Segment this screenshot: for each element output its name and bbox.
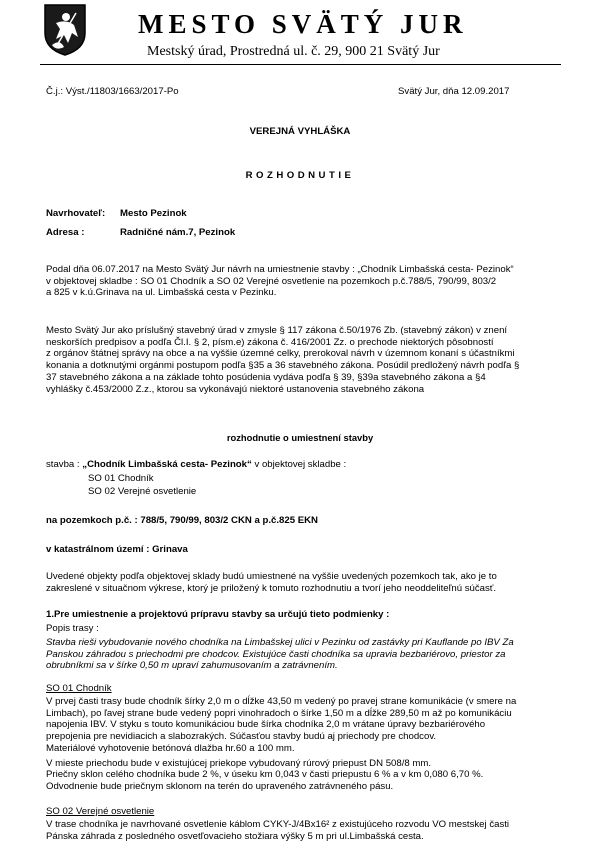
placement-line: Uvedené objekty podľa objektovej sklady budú umiestnené na vyššie uvedených pozemkoch tak, ako je to	[46, 571, 497, 582]
so02-label: SO 02 Verejné osvetlenie	[46, 806, 155, 817]
coat-of-arms-icon	[42, 3, 88, 57]
so01-description	[46, 696, 558, 793]
applicant-address: Radničné nám.7, Pezinok	[120, 227, 236, 238]
placement-line: zakreslené v situačnom výkrese, ktorý je priložený k tomuto rozhodnutiu a tvorí jeho neoddeliteľnú súčasť.	[46, 582, 497, 594]
notice-title: VEREJNÁ VYHLÁŠKA	[249, 126, 351, 137]
so01-line: prepojenia pre nevidiacich a slabozrakých. Súčasťou stavby budú aj priechody pre chodcov.	[46, 731, 437, 743]
applicant-name: Mesto Pezinok	[120, 208, 187, 219]
cadastre: v katastrálnom území : Grinava	[46, 544, 188, 555]
so01-line: Limbach), po ľavej strane bude vedený popri vinohradoch o šírke 1,50 m a dĺžke 289,50 m až po komunikáciu	[46, 707, 512, 719]
authority-line: neskorších predpisov a podľa Čl.I. § 2, písm.e) zákona č. 416/2001 Zz. o prechode niektorých pôsobností	[46, 336, 494, 348]
so01-line: V mieste priechodu bude v existujúcej priekope vybudovaný rúrový priepust DN 508/8 mm.	[46, 757, 432, 769]
intro-line: v objektovej skladbe : SO 01 Chodník a SO 02 Verejné osvetlenie na pozemkoch p.č.788/5, 790/99, 803/2	[46, 275, 497, 287]
route-line: obrubníkmi sa v šírke 0,50 m upraví zahumusovaním a zatrávnením.	[46, 660, 338, 672]
route-label: Popis trasy :	[46, 623, 99, 634]
objects-suffix: v objektovej skladbe :	[251, 459, 347, 470]
placement-paragraph	[46, 571, 558, 594]
so01-line: Materiálové vyhotovenie betónová dlažba hr.60 a 100 mm.	[46, 742, 295, 754]
route-line: Stavba rieši vybudovanie nového chodníka na Limbašskej ulici v Pezinku od zastávky pri Kauflande po IBV Za	[46, 637, 514, 648]
decision-heading: rozhodnutie o umiestnení stavby	[226, 432, 374, 443]
route-line: Panskou záhradou s priechodmi pre chodcov. Existujúce časti chodníka sa upravia bezbariérovo, priestor za	[46, 648, 506, 660]
municipality-name: MESTO SVÄTÝ JUR	[138, 9, 468, 39]
municipality-address: Mestský úrad, Prostredná ul. č. 29, 900 21 Svätý Jur	[147, 44, 440, 59]
so02-description	[46, 819, 558, 842]
so01-line: V prvej časti trasy bude chodník šírky 2,0 m o dĺžke 43,50 m vedený po pravej strane komunikácie (v smere na	[46, 696, 517, 707]
so01-line: Priečny sklon celého chodníka bude 2 %, v úseku km 0,043 v časti priepustu 6 % a v km 0,080 6,70 %.	[46, 769, 484, 781]
reference-number: Č.j.: Výst./11803/1663/2017-Po	[46, 86, 179, 97]
so01-line: napojenia IBV. V styku s touto komunikáciou bude šírka chodníka 2,0 m vrátane úpravy bezbariérového	[46, 719, 486, 731]
place-and-date: Svätý Jur, dňa 12.09.2017	[398, 86, 510, 97]
intro-line: Podal dňa 06.07.2017 na Mesto Svätý Jur návrh na umiestnenie stavby : „Chodník Limbašská cesta- Pezinok“	[46, 264, 514, 275]
so01-line: Odvodnenie bude priečnym sklonom na terén do upraveného zatrávneného pásu.	[46, 780, 394, 792]
authority-line: Mesto Svätý Jur ako príslušný stavebný úrad v zmysle § 117 zákona č.50/1976 Zb. (stavebný zákon) v znení	[46, 325, 508, 336]
so02-line: Pánska záhrada z posledného osvetľovacieho stožiara výšky 5 m pri ul.Limbašská cesta.	[46, 830, 424, 842]
parcels: na pozemkoch p.č. : 788/5, 790/99, 803/2 CKN a p.č.825 EKN	[46, 515, 318, 526]
conditions-heading: 1.Pre umiestnenie a projektovú prípravu stavby sa určujú tieto podmienky :	[46, 609, 390, 620]
stavba-prefix: stavba :	[46, 459, 83, 470]
intro-line: a 825 v k.ú.Grinava na ul. Limbašská cesta v Pezinku.	[46, 287, 277, 299]
authority-line: 37 stavebného zákona a na základe tohto posúdenia vydáva podľa § 39, §39a stavebného zákona a §4	[46, 371, 486, 383]
applicant-address-label: Adresa :	[46, 227, 85, 238]
authority-paragraph	[46, 325, 558, 395]
applicant-label: Navrhovateľ:	[46, 208, 106, 219]
decision-title: ROZHODNUTIE	[245, 170, 355, 181]
so01-label: SO 01 Chodník	[46, 683, 112, 694]
object-so02: SO 02 Verejné osvetlenie	[88, 486, 197, 497]
so02-line: V trase chodníka je navrhované osvetlenie káblom CYKY-J/4Bx16² z existujúceho rozvodu VO mestskej časti	[46, 819, 510, 830]
authority-line: z orgánov štátnej správy na obce a na vyššie územné celky, prerokoval návrh v územnom konaní s účastníkmi	[46, 348, 515, 360]
authority-line: vyhlášky č.453/2000 Z.z., ktorou sa vykonávajú niektoré ustanovenia stavebného zákona	[46, 383, 425, 395]
construction-line	[46, 459, 346, 471]
intro-paragraph	[46, 264, 558, 299]
header-divider	[40, 64, 561, 65]
object-so01: SO 01 Chodník	[88, 473, 154, 484]
route-description	[46, 637, 558, 672]
construction-name: „Chodník Limbašská cesta- Pezinok“	[82, 459, 252, 470]
authority-line: konania a dotknutými orgánmi postupom podľa §35 a 36 stavebného zákona. Posúdil predložený návrh podľa §	[46, 360, 520, 372]
